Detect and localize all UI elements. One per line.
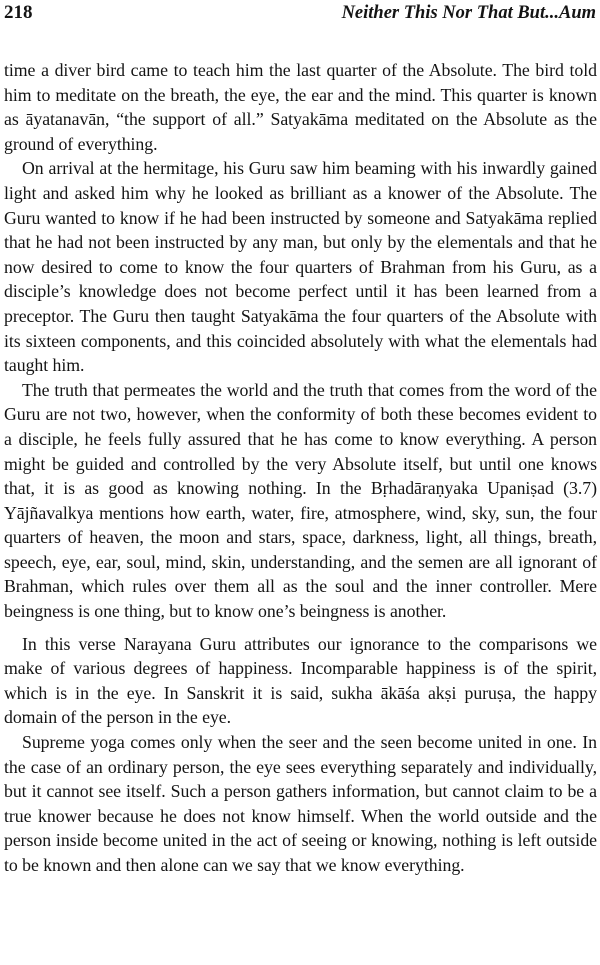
paragraph-2: On arrival at the hermitage, his Guru saw him beaming with his inwardly gained light and asked him why he looked as brilliant as a knower of the Absolute. The Guru wanted to know if he had been instructed by someone and Satyakāma replied that he had not been instructed by any man, but only by the elementals and that he now desired to come to know the four quarters of Brahman from his Guru, as a disciple’s knowledge does not become perfect until it has been learned from a preceptor. The Guru then taught Satyakāma the four quarters of the Absolute with its sixteen components, and this coincided absolutely with what the elementals had taught him. (4, 158, 597, 376)
paragraph-3: The truth that permeates the world and the truth that comes from the word of the Guru are not two, however, when the conformity of both these becomes evident to a disciple, he feels fully assured that he has come to know everything. A person might be guided and controlled by the very Absolute itself, but until one knows that, it is as good as knowing nothing. In the Bṛhadāraṇyaka Upaniṣad (3.7) Yājñavalkya mentions how earth, water, fire, atmosphere, wind, sky, sun, the four quarters of heaven, the moon and stars, space, darkness, light, all things, breath, speech, eye, ear, soul, mind, skin, understanding, and the semen are all ignorant of Brahman, which rules over them all as the soul and the inner controller. Mere beingness is one thing, but to know one’s beingness is another. (4, 379, 597, 622)
running-title: Neither This Nor That But...Aum (341, 3, 596, 23)
paragraph-4: In this verse Narayana Guru attributes our ignorance to the comparisons we make of various degrees of happiness. Incomparable happiness is of the spirit, which is in the eye. In Sanskrit it is said, sukha ākāśa akṣi puruṣa, the happy domain of the person in the eye. (4, 633, 597, 728)
paragraph-5: Supreme yoga comes only when the seer and the seen become united in one. In the case of an ordinary person, the eye sees everything separately and individually, but it cannot see itself. Such a person gathers information, but cannot claim to be a true knower because he does not know himself. When the world outside and the person inside become united in the act of seeing or knowing, nothing is left outside to be known and then alone can we say that we know everything. (4, 732, 597, 875)
page-number: 218 (4, 2, 33, 23)
page-header (4, 2, 596, 28)
paragraph-1: time a diver bird came to teach him the last quarter of the Absolute. The bird told him to meditate on the breath, the eye, the ear and the mind. This quarter is known as āyatanavān, “the support of all.” Satyakāma meditated on the Absolute as the ground of everything. (4, 60, 597, 154)
body-text (4, 58, 597, 878)
